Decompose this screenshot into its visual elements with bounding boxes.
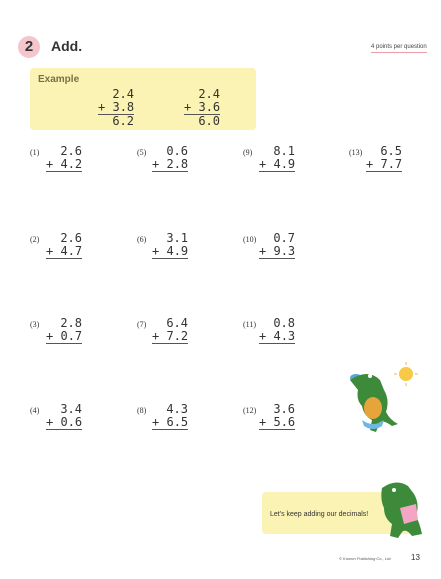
- problem-7: [152, 317, 188, 344]
- points-per-question: 4 points per question: [371, 44, 427, 53]
- example-addend: + 3.6: [184, 100, 221, 114]
- problem-top: 6.5: [380, 144, 402, 158]
- problem-label: (8): [137, 406, 147, 415]
- example-top: 2.4: [198, 87, 220, 101]
- question-number-badge: 2: [18, 36, 40, 58]
- problem-1: [46, 145, 82, 172]
- problem-4: [46, 403, 82, 430]
- problem-label: (4): [30, 406, 40, 415]
- problem-top: 2.6: [60, 231, 82, 245]
- problem-5: [152, 145, 188, 172]
- problem-label: (11): [243, 320, 257, 329]
- problem-top: 4.3: [166, 402, 188, 416]
- problem-10: [259, 232, 295, 259]
- problem-addend[interactable]: + 4.3: [259, 329, 296, 343]
- problem-addend[interactable]: + 4.2: [46, 157, 83, 171]
- problem-label: (3): [30, 320, 40, 329]
- example-problem-2: [184, 88, 220, 128]
- problem-addend[interactable]: + 4.9: [152, 244, 189, 258]
- sun-icon: [399, 367, 413, 381]
- problem-label: (12): [243, 406, 257, 415]
- problem-label: (13): [349, 148, 363, 157]
- instruction-text: Add.: [51, 38, 83, 54]
- problem-label: (9): [243, 148, 253, 157]
- problem-11: [259, 317, 295, 344]
- eye-icon: [392, 488, 396, 492]
- problem-addend[interactable]: + 2.8: [152, 157, 189, 171]
- example-box: [30, 68, 256, 130]
- problem-addend[interactable]: + 5.6: [259, 415, 296, 429]
- problem-top: 2.6: [60, 144, 82, 158]
- problem-label: (10): [243, 235, 257, 244]
- crocodile-belly: [364, 397, 382, 419]
- crocodile-mascot: [376, 478, 426, 540]
- problem-12: [259, 403, 295, 430]
- problem-13: [366, 145, 402, 172]
- page-number: 13: [411, 553, 420, 562]
- problem-addend[interactable]: + 9.3: [259, 244, 296, 258]
- problem-addend[interactable]: + 4.9: [259, 157, 296, 171]
- example-top: 2.4: [112, 87, 134, 101]
- problem-label: (7): [137, 320, 147, 329]
- problem-top: 0.8: [273, 316, 295, 330]
- problem-addend[interactable]: + 4.7: [46, 244, 83, 258]
- problem-addend[interactable]: + 6.5: [152, 415, 189, 429]
- example-problem-1: [98, 88, 134, 128]
- problem-top: 6.4: [166, 316, 188, 330]
- problem-3: [46, 317, 82, 344]
- problem-top: 3.6: [273, 402, 295, 416]
- encouragement-message: Let's keep adding our decimals!: [270, 511, 369, 518]
- crocodile-illustration: [340, 360, 420, 440]
- example-addend: + 3.8: [98, 100, 135, 114]
- problem-top: 3.1: [166, 231, 188, 245]
- problem-top: 3.4: [60, 402, 82, 416]
- problem-top: 8.1: [273, 144, 295, 158]
- problem-2: [46, 232, 82, 259]
- problem-label: (1): [30, 148, 40, 157]
- problem-6: [152, 232, 188, 259]
- problem-addend[interactable]: + 0.7: [46, 329, 83, 343]
- copyright: © Kumon Publishing Co., Ltd.: [339, 556, 392, 561]
- problem-top: 2.8: [60, 316, 82, 330]
- problem-addend[interactable]: + 7.2: [152, 329, 189, 343]
- problem-label: (5): [137, 148, 147, 157]
- example-answer: 6.0: [198, 114, 220, 128]
- example-title: Example: [38, 74, 80, 85]
- eye-icon: [368, 374, 372, 378]
- example-answer: 6.2: [112, 114, 134, 128]
- problem-label: (6): [137, 235, 147, 244]
- problem-label: (2): [30, 235, 40, 244]
- problem-top: 0.6: [166, 144, 188, 158]
- problem-addend[interactable]: + 0.6: [46, 415, 83, 429]
- problem-top: 0.7: [273, 231, 295, 245]
- problem-9: [259, 145, 295, 172]
- problem-addend[interactable]: + 7.7: [366, 157, 403, 171]
- problem-8: [152, 403, 188, 430]
